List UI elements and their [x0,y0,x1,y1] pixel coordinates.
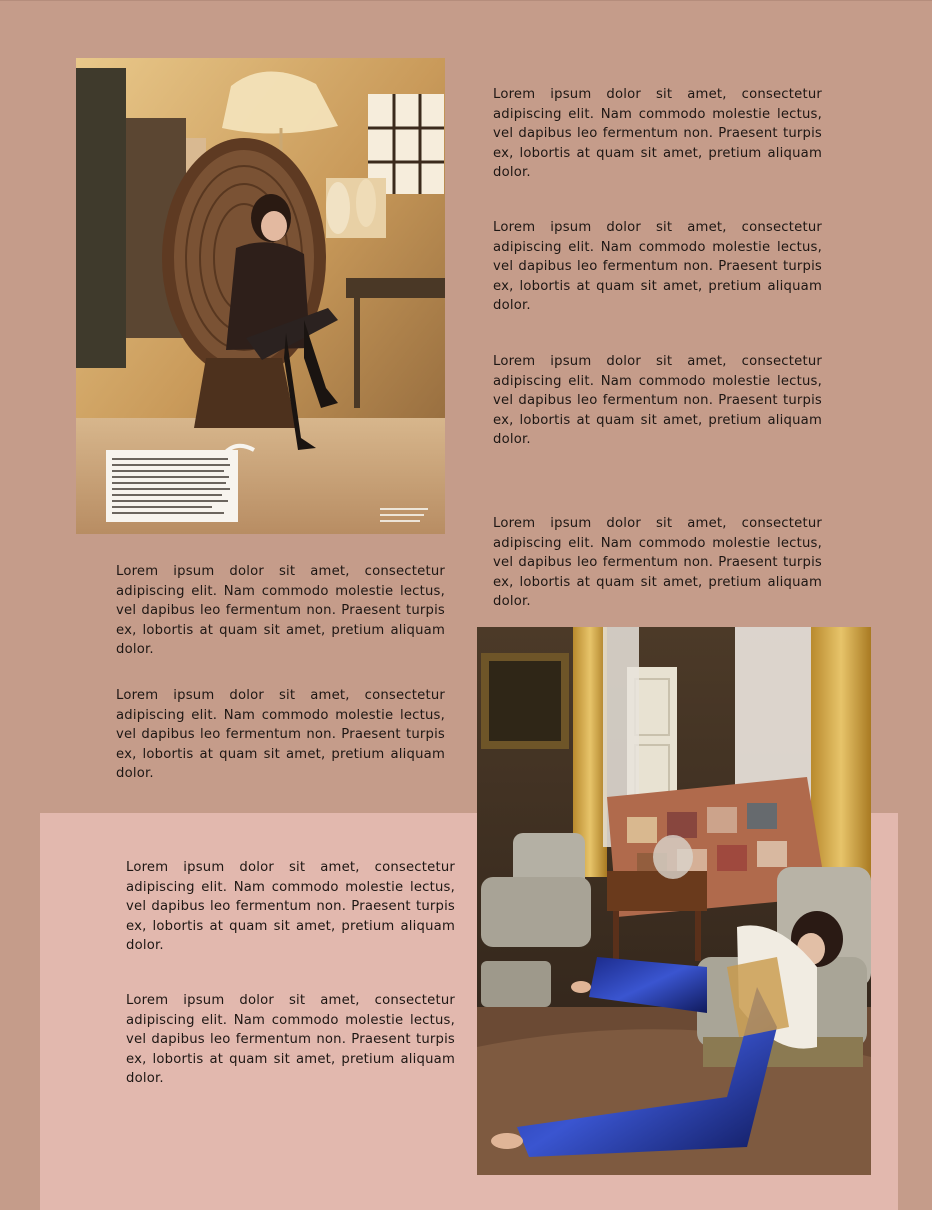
right-paragraph-4: Lorem ipsum dolor sit amet, consectetur adipiscing elit. Nam commodo molestie lectus, vel dapibus leo fermentum non. Praesent turpis ex, lobortis at quam sit amet, pretium aliquam dolor. [493,516,822,609]
left-paragraph-2: Lorem ipsum dolor sit amet, consectetur adipiscing elit. Nam commodo molestie lectus, vel dapibus leo fermentum non. Praesent turpis ex, lobortis at quam sit amet, pretium aliquam dolor. [116,688,445,781]
page-top-rule [0,0,932,1]
top-photo-illustration [76,58,445,534]
bottom-photo-illustration [477,627,871,1175]
right-paragraph-3: Lorem ipsum dolor sit amet, consectetur adipiscing elit. Nam commodo molestie lectus, vel dapibus leo fermentum non. Praesent turpis ex, lobortis at quam sit amet, pretium aliquam dolor. [493,354,822,447]
panel-paragraph-2: Lorem ipsum dolor sit amet, consectetur adipiscing elit. Nam commodo molestie lectus, vel dapibus leo fermentum non. Praesent turpis ex, lobortis at quam sit amet, pretium aliquam dolor. [126,993,455,1086]
right-paragraph-1: Lorem ipsum dolor sit amet, consectetur adipiscing elit. Nam commodo molestie lectus, vel dapibus leo fermentum non. Praesent turpis ex, lobortis at quam sit amet, pretium aliquam dolor. [493,87,822,180]
top-photo [76,58,445,534]
panel-paragraph-1: Lorem ipsum dolor sit amet, consectetur adipiscing elit. Nam commodo molestie lectus, vel dapibus leo fermentum non. Praesent turpis ex, lobortis at quam sit amet, pretium aliquam dolor. [126,860,455,953]
bottom-photo [477,627,871,1175]
right-paragraph-2: Lorem ipsum dolor sit amet, consectetur adipiscing elit. Nam commodo molestie lectus, vel dapibus leo fermentum non. Praesent turpis ex, lobortis at quam sit amet, pretium aliquam dolor. [493,220,822,313]
left-paragraph-1: Lorem ipsum dolor sit amet, consectetur adipiscing elit. Nam commodo molestie lectus, vel dapibus leo fermentum non. Praesent turpis ex, lobortis at quam sit amet, pretium aliquam dolor. [116,564,445,657]
